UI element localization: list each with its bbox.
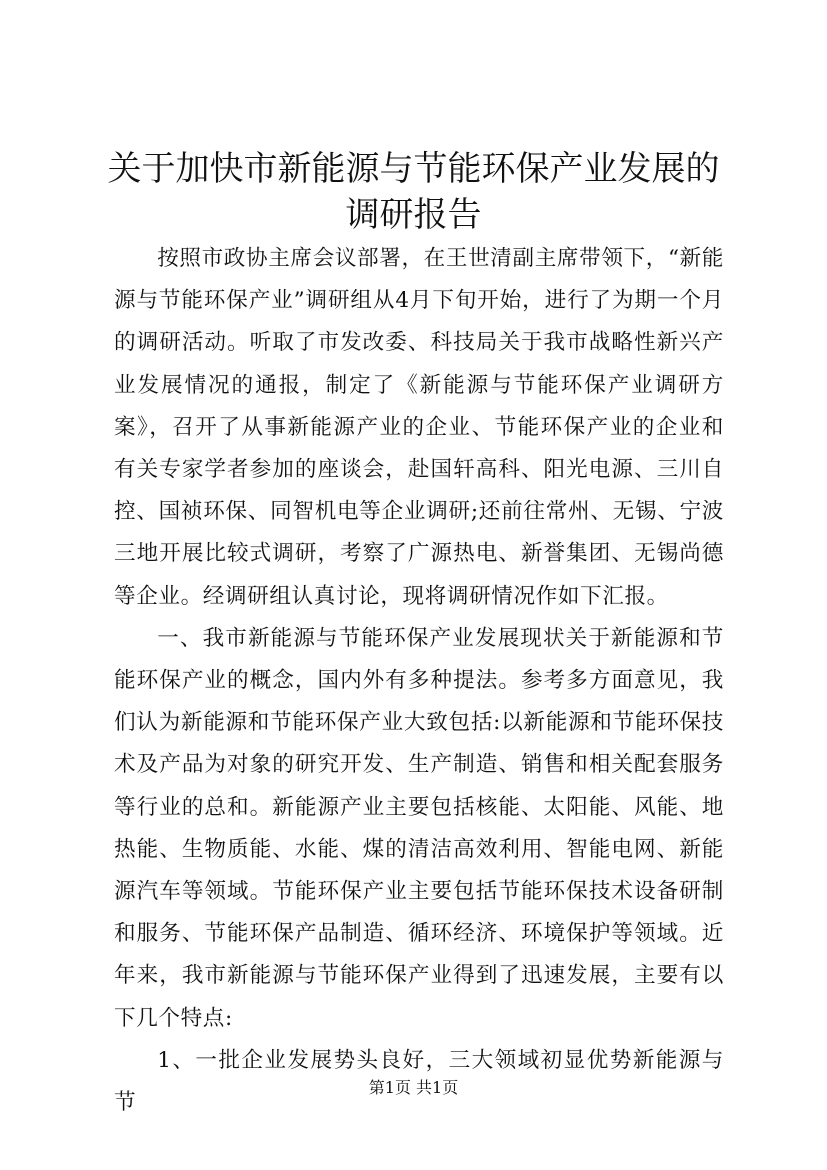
paragraph-section-one: 一、我市新能源与节能环保产业发展现状关于新能源和节能环保产业的概念，国内外有多种提法。参考多方面意见，我们认为新能源和节能环保产业大致包括:以新能源和节能环保技术及产品为对象的研究开发、生产制造、销售和相关配套服务等行业的总和。新能源产业主要包括核能、太阳能、风能、地热能、生物质能、水能、煤的清洁高效利用、智能电网、新能源汽车等领域。节能环保产业主要包括节能环保技术设备研制和服务、节能环保产品制造、循环经济、环境保护等领域。近年来，我市新能源与节能环保产业得到了迅速发展，主要有以下几个特点: — [114, 625, 724, 1031]
page-footer: 第1页 共1页 — [368, 1078, 459, 1097]
paragraph-intro: 按照市政协主席会议部署，在王世清副主席带领下，“新能源与节能环保产业”调研组从4月下旬开始，进行了为期一个月的调研活动。听取了市发改委、科技局关于我市战略性新兴产业发展情况的通报，制定了《新能源与节能环保产业调研方案》，召开了从事新能源产业的企业、节能环保产业的企业和有关专家学者参加的座谈会，赴国轩高科、阳光电源、三川自控、国祯环保、同智机电等企业调研;还前往常州、无锡、宁波三地开展比较式调研，考察了广源热电、新誉集团、无锡尚德等企业。经调研组认真讨论，现将调研情况作如下汇报。 — [114, 246, 725, 609]
paragraph-point-one: 1、一批企业发展势头良好，三大领域初显优势新能源与节 — [114, 1047, 724, 1116]
document-body — [114, 238, 724, 1124]
document-title: 关于加快市新能源与节能环保产业发展的调研报告 — [107, 149, 720, 235]
